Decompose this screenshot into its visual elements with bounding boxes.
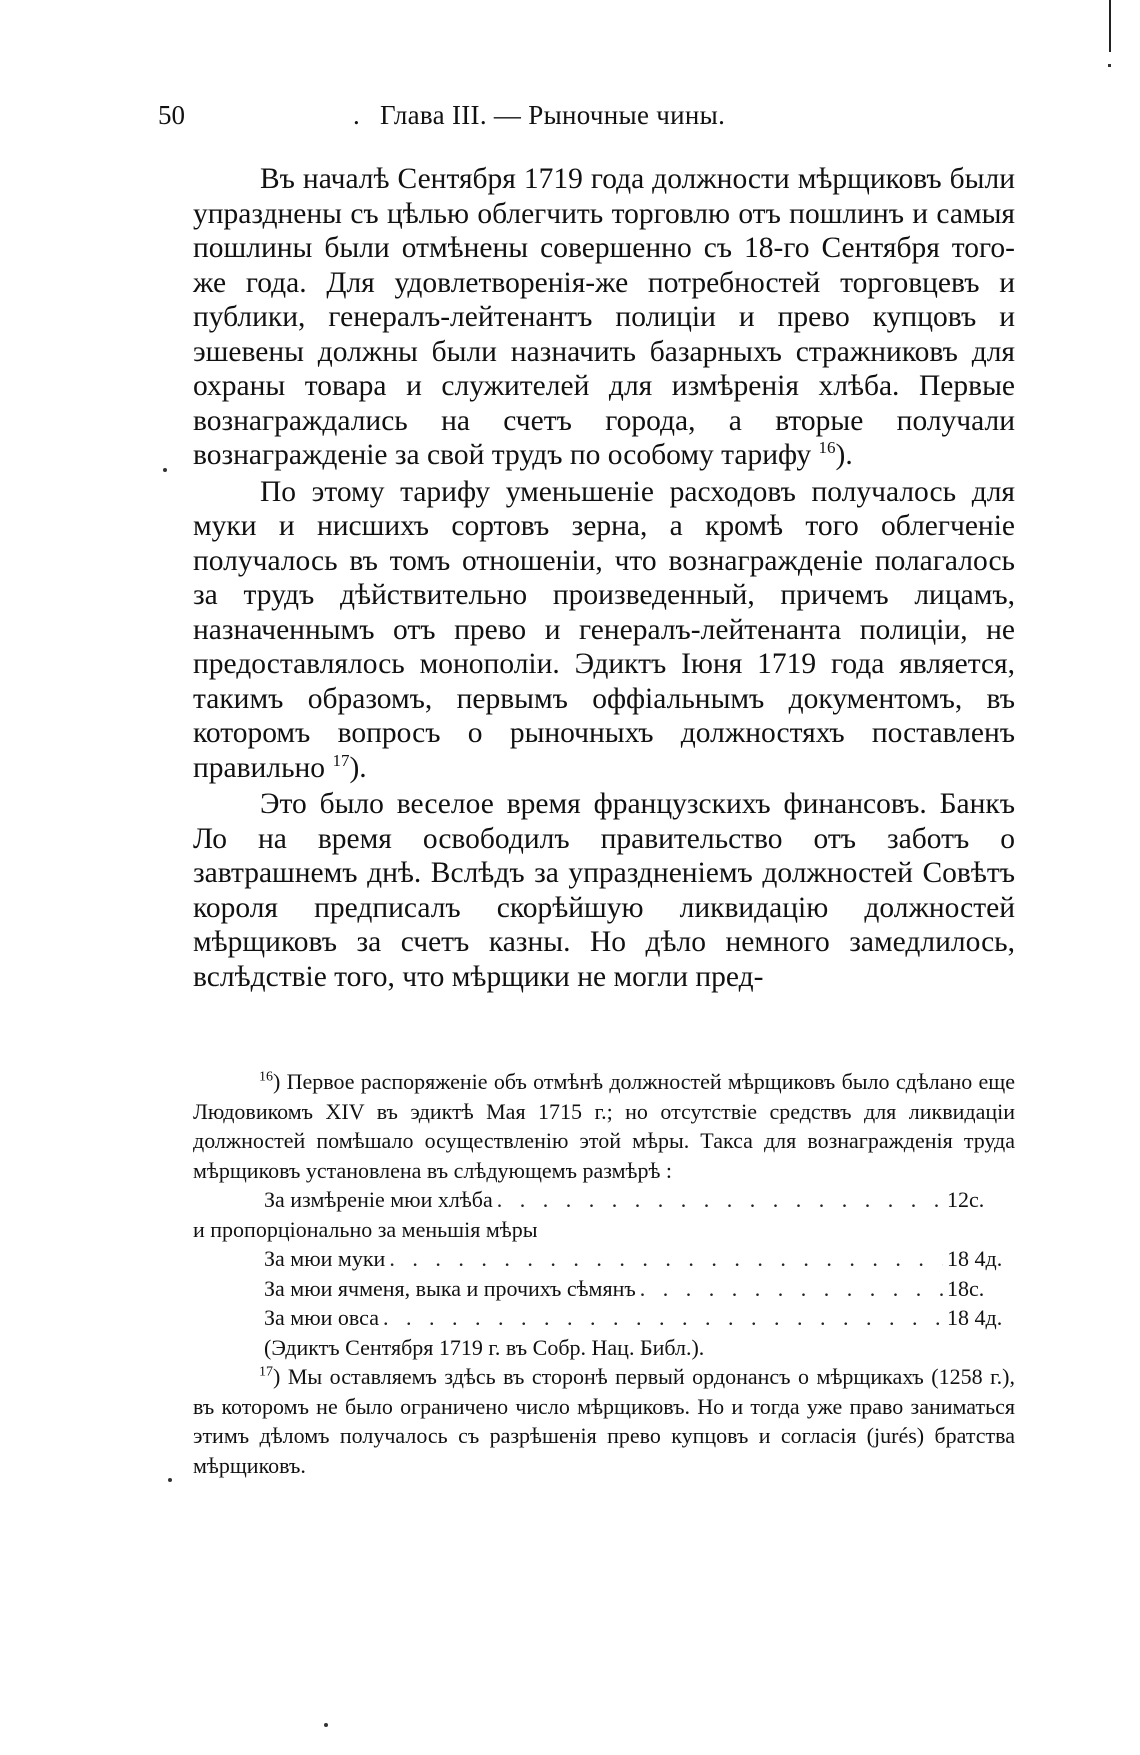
paragraph: [193, 162, 1015, 473]
footnote-ref[interactable]: 17: [332, 750, 350, 770]
leader-dots: [389, 1244, 943, 1274]
paragraph: [193, 787, 1015, 994]
tariff-price: 18с.: [947, 1275, 985, 1301]
tariff-row: [193, 1185, 1015, 1215]
paragraph-text: По этому тарифу уменьшеніе расходовъ получалось для муки и нисшихъ сортовъ зерна, а кромѣ того облегченіе получалось въ томъ отношеніи, что вознагражденіе полагалось за трудъ дѣйствительно произведенный, причемъ лицамъ, назначеннымъ отъ прево и генералъ-лейтенанта полиціи, не предоставлялось монополіи. Эдиктъ Іюня 1719 года является, такимъ образомъ, первымъ оффіальнымъ документомъ, въ которомъ вопросъ о рыночныхъ должностяхъ поставленъ правильно: [193, 475, 1015, 784]
tariff-price: 12с.: [947, 1187, 985, 1212]
page-number: 50: [158, 100, 185, 130]
tariff-row: [193, 1244, 1015, 1274]
tariff-label: За измѣреніе мюи хлѣба: [264, 1187, 493, 1212]
paragraph-tail: ).: [835, 439, 853, 471]
main-text: [193, 162, 1015, 994]
header-dot: .: [353, 100, 360, 130]
footnote-16: [193, 1067, 1015, 1185]
leader-dots: [497, 1185, 943, 1215]
page-speck: [1108, 64, 1111, 67]
tariff-price: 18 4д.: [947, 1305, 1003, 1330]
running-title: Глава III. — Рыночные чины.: [380, 100, 726, 130]
paragraph-tail: ).: [349, 751, 367, 784]
tariff-price: 18 4д.: [947, 1246, 1003, 1271]
tariff-label: и пропорціонально за меньшія мѣры: [193, 1216, 538, 1242]
page-header: [158, 100, 1018, 136]
tariff-row: [193, 1215, 1015, 1245]
margin-speck: [168, 1478, 172, 1482]
tariff-label: За мюи муки: [264, 1246, 386, 1271]
tariff-label: За мюи ячменя, выка и прочихъ сѣмянъ: [264, 1275, 636, 1301]
tariff-table: [193, 1185, 1015, 1362]
leader-dots: [640, 1274, 943, 1304]
tariff-label: За мюи овса: [264, 1305, 379, 1330]
paragraph-text: Въ началѣ Сентября 1719 года должности мѣрщиковъ были упразднены съ цѣлью облегчить торговлю отъ пошлинъ и самыя пошлины были отмѣнены совершенно съ 18-го Сентября того-же года. Для удовлетворенія-же потребностей торговцевъ и публики, генералъ-лейтенантъ полиціи и прево купцовъ и эшевены должны были назначить базарныхъ стражниковъ для охраны товара и служителей для измѣренія хлѣба. Первые вознаграждались на счетъ города, а вторые получали вознагражденіе за свой трудъ по особому тарифу: [193, 163, 1015, 471]
margin-speck: [324, 1723, 328, 1727]
page-edge-rule: [1109, 0, 1111, 52]
footnote-text: ) Первое распоряженіе объ отмѣнѣ должностей мѣрщиковъ было сдѣлано еще Людовикомъ XIV въ эдиктѣ Мая 1715 г.; но отсутствіе средствъ для ликвидаціи должностей помѣшало осуществленію этой мѣры. Такса для вознагражденія труда мѣрщиковъ установлена въ слѣдующемъ размѣрѣ :: [193, 1069, 1015, 1183]
margin-speck: [163, 468, 167, 472]
footnote-mark: 17: [259, 1364, 273, 1380]
footnote-mark: 16: [259, 1069, 273, 1085]
footnote-text: ) Мы оставляемъ здѣсь въ сторонѣ первый ордонансъ о мѣрщикахъ (1258 г.), въ которомъ не было ограничено число мѣрщиковъ. Но и тогда уже право заниматься этимъ дѣломъ получалось съ разрѣшенія прево купцовъ и согласія (jurés) братства мѣрщиковъ.: [193, 1364, 1015, 1478]
paragraph-text: Это было веселое время французскихъ финансовъ. Банкъ Ло на время освободилъ правительство отъ заботъ о завтрашнемъ днѣ. Вслѣдъ за упраздненіемъ должностей Совѣтъ короля предписалъ скорѣйшую ликвидацію должностей мѣрщиковъ за счетъ казны. Но дѣло немного замедлилось, вслѣдствіе того, что мѣрщики не могли пред-: [193, 788, 1015, 993]
tariff-row: [193, 1303, 1015, 1333]
paragraph: [193, 475, 1015, 786]
footnote-ref[interactable]: 16: [818, 438, 836, 458]
leader-dots: [383, 1303, 943, 1333]
footnote-17: [193, 1362, 1015, 1480]
source-citation: (Эдиктъ Сентября 1719 г. въ Собр. Нац. Библ.).: [264, 1334, 705, 1360]
tariff-source: [193, 1333, 1015, 1363]
tariff-row: [193, 1274, 1015, 1304]
footnotes: [193, 1067, 1015, 1480]
